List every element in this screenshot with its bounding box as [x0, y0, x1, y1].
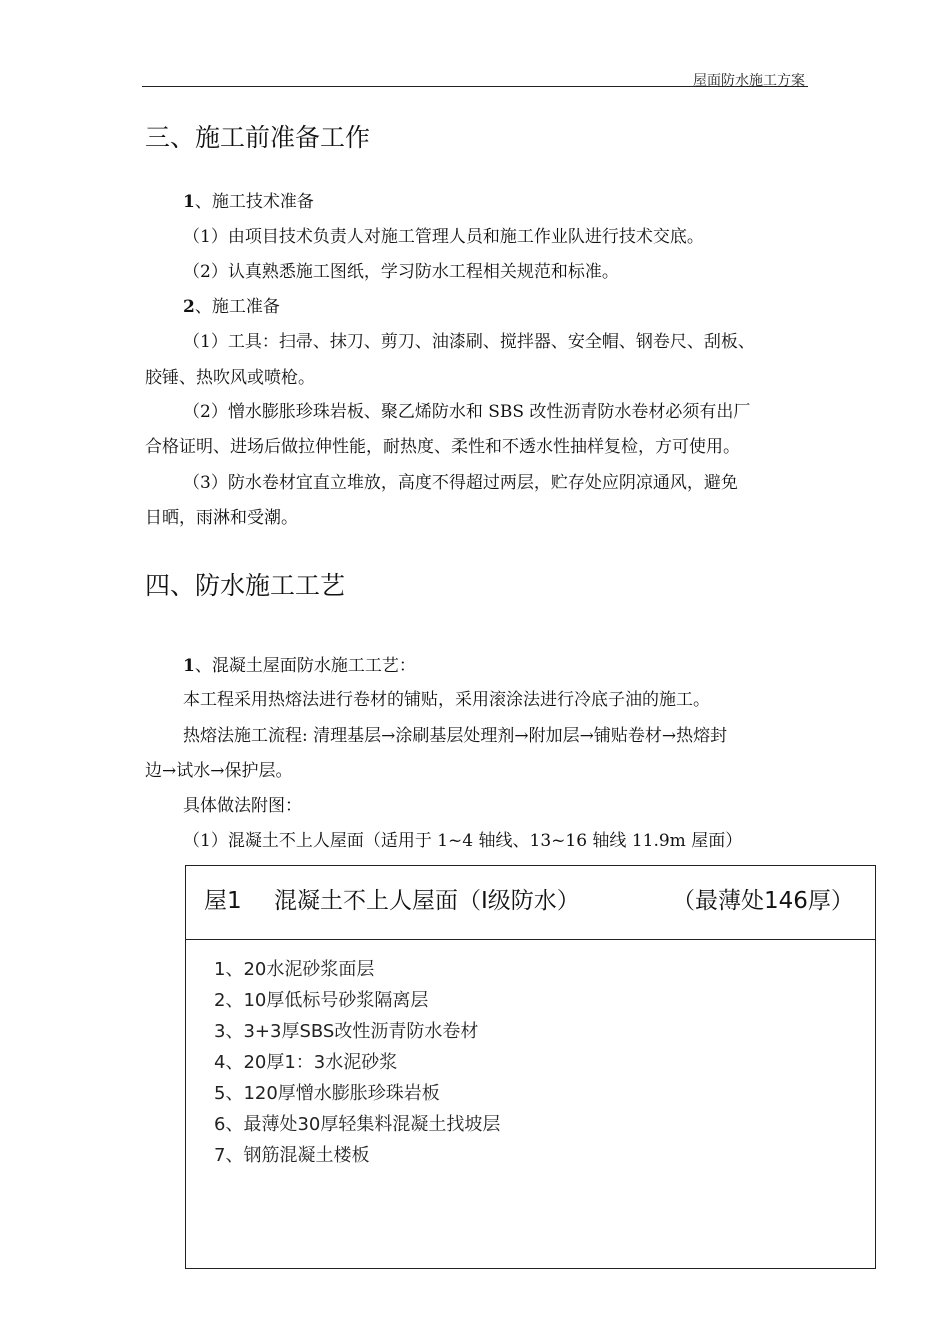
paragraph: （1）由项目技术负责人对施工管理人员和施工作业队进行技术交底。 — [183, 227, 704, 247]
paragraph: 具体做法附图： — [183, 796, 302, 816]
subheading-number: 1 — [183, 192, 195, 212]
header-rule — [142, 86, 808, 87]
layer-item: 6、最薄处30厚轻集料混凝土找坡层 — [214, 1114, 501, 1135]
figure-title-bar — [186, 866, 875, 940]
layer-item: 2、10厚低标号砂浆隔离层 — [214, 990, 429, 1011]
paragraph: 热熔法施工流程: 清理基层→涂刷基层处理剂→附加层→铺贴卷材→热熔封 — [183, 726, 728, 746]
subheading-label: 、施工技术准备 — [194, 192, 314, 212]
section-3-heading: 三、施工前准备工作 — [145, 123, 371, 152]
layer-item: 3、3+3厚SBS改性沥青防水卷材 — [214, 1021, 479, 1042]
subheading-3-2 — [183, 295, 280, 319]
paragraph: （2）认真熟悉施工图纸，学习防水工程相关规范和标准。 — [183, 262, 619, 282]
layer-item: 7、钢筋混凝土楼板 — [214, 1145, 370, 1166]
header-title: 屋面防水施工方案 — [693, 73, 805, 89]
paragraph: （2）憎水膨胀珍珠岩板、聚乙烯防水和 SBS 改性沥青防水卷材必须有出厂 — [183, 402, 751, 422]
subheading-number: 2 — [183, 297, 195, 317]
layer-item: 1、20水泥砂浆面层 — [214, 959, 375, 980]
paragraph-continuation: 合格证明、进场后做拉伸性能，耐热度、柔性和不透水性抽样复检，方可使用。 — [145, 437, 740, 457]
subheading-label: 、施工准备 — [194, 297, 280, 317]
figure-name: 混凝土不上人屋面（Ⅰ级防水） — [274, 888, 580, 914]
figure-code: 屋1 — [204, 888, 242, 914]
subheading-label: 、混凝土屋面防水施工工艺： — [194, 656, 416, 676]
paragraph-continuation: 边→试水→保护层。 — [145, 761, 293, 781]
paragraph: （1）混凝土不上人屋面（适用于 1~4 轴线、13~16 轴线 11.9m 屋面） — [183, 831, 743, 851]
paragraph: （1）工具：扫帚、抹刀、剪刀、油漆刷、搅拌器、安全帽、钢卷尺、刮板、 — [183, 332, 755, 352]
figure-thickness: （最薄处146厚） — [672, 888, 854, 914]
subheading-3-1 — [183, 190, 314, 214]
paragraph: （3）防水卷材宜直立堆放，高度不得超过两层，贮存处应阴凉通风，避免 — [183, 473, 738, 493]
subheading-4-1 — [183, 654, 416, 678]
paragraph-continuation: 日晒，雨淋和受潮。 — [145, 508, 298, 528]
paragraph-continuation: 胶锤、热吹风或喷枪。 — [145, 368, 315, 388]
subheading-number: 1 — [183, 656, 195, 676]
layer-item: 4、20厚1：3水泥砂浆 — [214, 1052, 398, 1073]
layer-item: 5、120厚憎水膨胀珍珠岩板 — [214, 1083, 440, 1104]
roof-layer-figure — [185, 865, 876, 1269]
paragraph: 本工程采用热熔法进行卷材的铺贴，采用滚涂法进行冷底子油的施工。 — [183, 690, 710, 710]
section-4-heading: 四、防水施工工艺 — [145, 571, 346, 600]
